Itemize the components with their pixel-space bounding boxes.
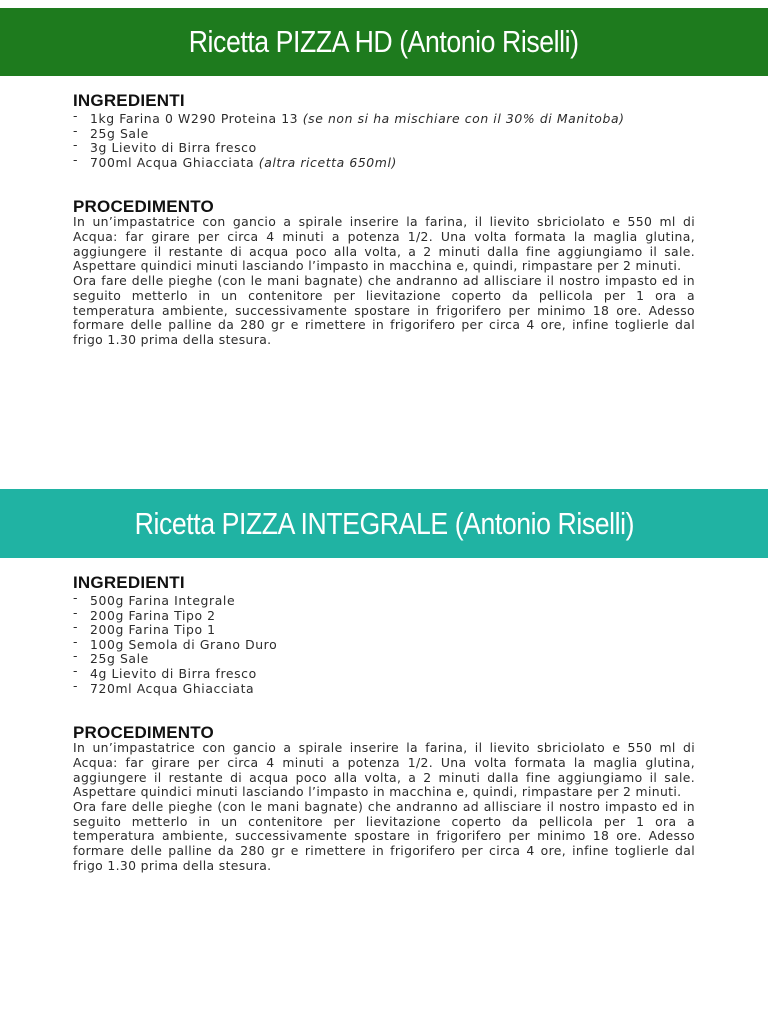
recipe-1-ingredient-list [73, 108, 695, 170]
dash-bullet-icon: - [73, 677, 79, 693]
recipe-2-procedure [73, 722, 695, 873]
list-item [73, 151, 695, 171]
dash-bullet-icon: - [73, 108, 79, 123]
recipe-1-ingredients-heading: INGREDIENTI [73, 91, 185, 110]
procedure-paragraph: Ora fare delle pieghe (con le mani bagnate) che andranno ad allisciare il nostro impasto ed in seguito metterlo in un contenitore per lievitazione coperto da pellicola per 1 ora a temperatura ambiente, successivamente spostare in frigorifero per minimo 18 ore. Adesso formare delle palline da 280 gr e rimettere in frigorifero per circa 4 ore, infine toglierle dal frigo 1.30 prima della stesura. [73, 798, 695, 873]
dash-bullet-icon: - [73, 122, 79, 138]
dash-bullet-icon: - [73, 604, 79, 620]
recipe-2-title: Ricetta PIZZA INTEGRALE (Antonio Riselli) [134, 505, 634, 541]
ingredient-text: 25g Sale [90, 651, 149, 667]
recipe-1-banner [0, 8, 768, 76]
list-item [73, 604, 695, 624]
recipe-2-procedure-heading: PROCEDIMENTO [73, 723, 214, 743]
ingredient-note: (altra ricetta 650ml) [258, 154, 397, 170]
dash-bullet-icon: - [73, 137, 79, 153]
recipe-1-section [73, 90, 695, 348]
ingredient-note: (se non si ha mischiare con il 30% di Manitoba) [302, 111, 625, 126]
list-item [73, 619, 695, 638]
recipe-1-procedure-heading: PROCEDIMENTO [73, 197, 214, 217]
ingredient-text: 500g Farina Integrale [90, 593, 236, 608]
ingredient-text: 200g Farina Tipo 1 [90, 622, 216, 638]
recipe-2-banner [0, 489, 768, 558]
list-item [73, 137, 695, 156]
dash-bullet-icon: - [73, 151, 79, 167]
dash-bullet-icon: - [73, 590, 79, 605]
list-item [73, 108, 695, 127]
list-item [73, 633, 695, 653]
dash-bullet-icon: - [73, 662, 79, 678]
procedure-paragraph: Ora fare delle pieghe (con le mani bagnate) che andranno ad allisciare il nostro impasto ed in seguito metterlo in un contenitore per lievitazione coperto da pellicola per 1 ora a temperatura ambiente, successivamente spostare in frigorifero per minimo 18 ore. Adesso formare delle palline da 280 gr e rimettere in frigorifero per circa 4 ore, infine toglierle dal frigo 1.30 prima della stesura. [73, 273, 695, 347]
dash-bullet-icon: - [73, 633, 79, 649]
ingredient-text: 4g Lievito di Birra fresco [90, 665, 257, 681]
procedure-paragraph: In un’impastatrice con gancio a spirale inserire la farina, il lievito sbriciolato e 550 ml di Acqua: far girare per circa 4 minuti a potenza 1/2. Una volta formata la maglia glutina, aggiungere il restante di acqua poco alla volta, a 2 minuti dalla fine aggiungiamo il sale. Aspettare quindici minuti lasciando l’impasto in macchina e, quindi, rimpastare per 2 minuti. [73, 740, 695, 800]
list-item [73, 590, 695, 609]
list-item [73, 648, 695, 667]
dash-bullet-icon: - [73, 648, 79, 664]
ingredient-text: 25g Sale [90, 125, 149, 141]
list-item [73, 677, 695, 697]
ingredient-text: 720ml Acqua Ghiacciata [90, 680, 255, 696]
recipe-2-section [73, 572, 695, 873]
procedure-paragraph: In un’impastatrice con gancio a spirale inserire la farina, il lievito sbriciolato e 550 ml di Acqua: far girare per circa 4 minuti a potenza 1/2. Una volta formata la maglia glutina, aggiungere il restante di acqua poco alla volta, a 2 minuti dalla fine aggiungiamo il sale. Aspettare quindici minuti lasciando l’impasto in macchina e, quindi, rimpastare per 2 minuti. [73, 214, 695, 274]
list-item [73, 662, 695, 682]
ingredient-text: 100g Semola di Grano Duro [90, 636, 278, 652]
recipe-1-procedure [73, 196, 695, 347]
ingredient-text: 1kg Farina 0 W290 Proteina 13 [90, 111, 303, 126]
ingredient-text: 3g Lievito di Birra fresco [90, 140, 257, 156]
recipe-2-ingredients-heading: INGREDIENTI [73, 573, 185, 592]
recipe-2-ingredient-list [73, 590, 695, 696]
list-item [73, 122, 695, 142]
dash-bullet-icon: - [73, 619, 79, 635]
ingredient-text: 700ml Acqua Ghiacciata [90, 154, 259, 170]
recipe-1-title: Ricetta PIZZA HD (Antonio Riselli) [189, 24, 579, 59]
ingredient-text: 200g Farina Tipo 2 [90, 607, 216, 623]
